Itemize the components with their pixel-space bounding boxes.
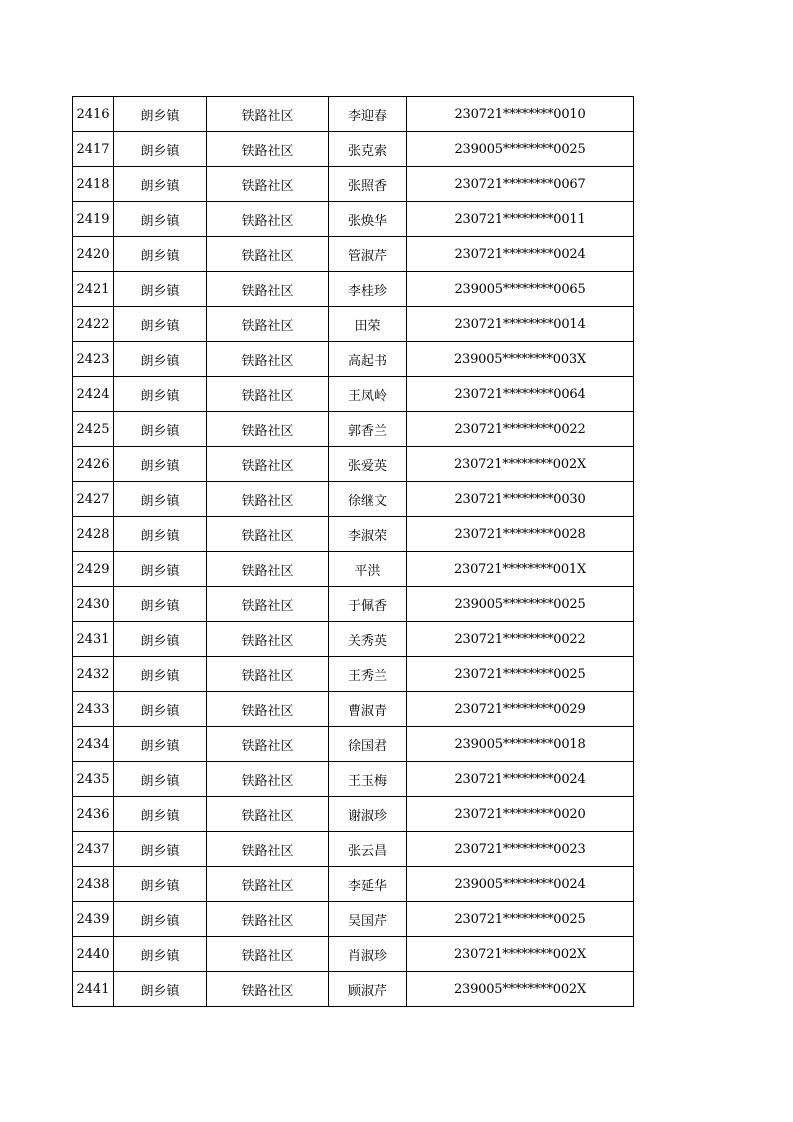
community-cell: 铁路社区 — [207, 377, 329, 412]
id-number-cell: 230721********0022 — [407, 622, 634, 657]
town-cell: 朗乡镇 — [114, 972, 207, 1007]
town-cell: 朗乡镇 — [114, 97, 207, 132]
person-name-cell: 平洪 — [329, 552, 407, 587]
town-cell: 朗乡镇 — [114, 342, 207, 377]
person-name-cell: 李淑荣 — [329, 517, 407, 552]
table-row — [73, 902, 634, 937]
row-number-cell: 2417 — [73, 132, 114, 167]
community-cell: 铁路社区 — [207, 552, 329, 587]
id-number-cell: 230721********002X — [407, 937, 634, 972]
person-name-cell: 张克索 — [329, 132, 407, 167]
id-number-cell: 230721********0020 — [407, 797, 634, 832]
table-row — [73, 692, 634, 727]
id-number-cell: 230721********0024 — [407, 762, 634, 797]
person-name-cell: 张爱英 — [329, 447, 407, 482]
table-row — [73, 587, 634, 622]
town-cell: 朗乡镇 — [114, 482, 207, 517]
person-name-cell: 管淑芹 — [329, 237, 407, 272]
community-cell: 铁路社区 — [207, 692, 329, 727]
person-name-cell: 王秀兰 — [329, 657, 407, 692]
table-row — [73, 552, 634, 587]
id-number-cell: 230721********0024 — [407, 237, 634, 272]
row-number-cell: 2439 — [73, 902, 114, 937]
town-cell: 朗乡镇 — [114, 902, 207, 937]
id-number-cell: 230721********0025 — [407, 902, 634, 937]
row-number-cell: 2429 — [73, 552, 114, 587]
person-name-cell: 徐继文 — [329, 482, 407, 517]
community-cell: 铁路社区 — [207, 832, 329, 867]
person-name-cell: 吴国芹 — [329, 902, 407, 937]
community-cell: 铁路社区 — [207, 937, 329, 972]
row-number-cell: 2425 — [73, 412, 114, 447]
town-cell: 朗乡镇 — [114, 412, 207, 447]
town-cell: 朗乡镇 — [114, 272, 207, 307]
person-name-cell: 李迎春 — [329, 97, 407, 132]
community-cell: 铁路社区 — [207, 517, 329, 552]
person-name-cell: 田荣 — [329, 307, 407, 342]
id-number-cell: 239005********0018 — [407, 727, 634, 762]
person-name-cell: 王玉梅 — [329, 762, 407, 797]
row-number-cell: 2427 — [73, 482, 114, 517]
community-cell: 铁路社区 — [207, 727, 329, 762]
town-cell: 朗乡镇 — [114, 517, 207, 552]
id-number-cell: 230721********0022 — [407, 412, 634, 447]
row-number-cell: 2437 — [73, 832, 114, 867]
table-row — [73, 622, 634, 657]
table-row — [73, 202, 634, 237]
table-row — [73, 517, 634, 552]
row-number-cell: 2436 — [73, 797, 114, 832]
id-number-cell: 239005********0065 — [407, 272, 634, 307]
person-name-cell: 顾淑芹 — [329, 972, 407, 1007]
id-number-cell: 230721********0067 — [407, 167, 634, 202]
town-cell: 朗乡镇 — [114, 762, 207, 797]
table-row — [73, 832, 634, 867]
table-row — [73, 727, 634, 762]
person-name-cell: 谢淑珍 — [329, 797, 407, 832]
person-name-cell: 张焕华 — [329, 202, 407, 237]
row-number-cell: 2423 — [73, 342, 114, 377]
town-cell: 朗乡镇 — [114, 832, 207, 867]
row-number-cell: 2433 — [73, 692, 114, 727]
community-cell: 铁路社区 — [207, 902, 329, 937]
row-number-cell: 2431 — [73, 622, 114, 657]
table-row — [73, 167, 634, 202]
id-number-cell: 230721********001X — [407, 552, 634, 587]
table-row — [73, 762, 634, 797]
row-number-cell: 2441 — [73, 972, 114, 1007]
table-row — [73, 377, 634, 412]
row-number-cell: 2420 — [73, 237, 114, 272]
table-row — [73, 97, 634, 132]
community-cell: 铁路社区 — [207, 237, 329, 272]
row-number-cell: 2430 — [73, 587, 114, 622]
person-name-cell: 徐国君 — [329, 727, 407, 762]
person-name-cell: 李桂珍 — [329, 272, 407, 307]
row-number-cell: 2421 — [73, 272, 114, 307]
id-number-cell: 230721********0064 — [407, 377, 634, 412]
table-row — [73, 237, 634, 272]
town-cell: 朗乡镇 — [114, 937, 207, 972]
person-name-cell: 张照香 — [329, 167, 407, 202]
community-cell: 铁路社区 — [207, 342, 329, 377]
town-cell: 朗乡镇 — [114, 692, 207, 727]
person-name-cell: 李延华 — [329, 867, 407, 902]
id-number-cell: 230721********0010 — [407, 97, 634, 132]
community-cell: 铁路社区 — [207, 587, 329, 622]
row-number-cell: 2419 — [73, 202, 114, 237]
id-number-cell: 230721********0023 — [407, 832, 634, 867]
id-number-cell: 230721********0029 — [407, 692, 634, 727]
id-number-cell: 230721********0011 — [407, 202, 634, 237]
town-cell: 朗乡镇 — [114, 552, 207, 587]
table-row — [73, 937, 634, 972]
roster-table — [72, 96, 634, 1007]
table-row — [73, 272, 634, 307]
town-cell: 朗乡镇 — [114, 867, 207, 902]
community-cell: 铁路社区 — [207, 797, 329, 832]
person-name-cell: 王凤岭 — [329, 377, 407, 412]
table-row — [73, 307, 634, 342]
id-number-cell: 239005********003X — [407, 342, 634, 377]
row-number-cell: 2418 — [73, 167, 114, 202]
table-row — [73, 342, 634, 377]
town-cell: 朗乡镇 — [114, 622, 207, 657]
person-name-cell: 曹淑青 — [329, 692, 407, 727]
id-number-cell: 230721********0028 — [407, 517, 634, 552]
town-cell: 朗乡镇 — [114, 307, 207, 342]
community-cell: 铁路社区 — [207, 272, 329, 307]
community-cell: 铁路社区 — [207, 167, 329, 202]
table-row — [73, 797, 634, 832]
community-cell: 铁路社区 — [207, 867, 329, 902]
table-row — [73, 867, 634, 902]
town-cell: 朗乡镇 — [114, 797, 207, 832]
community-cell: 铁路社区 — [207, 622, 329, 657]
id-number-cell: 239005********0024 — [407, 867, 634, 902]
table-row — [73, 412, 634, 447]
community-cell: 铁路社区 — [207, 307, 329, 342]
town-cell: 朗乡镇 — [114, 237, 207, 272]
id-number-cell: 230721********002X — [407, 447, 634, 482]
community-cell: 铁路社区 — [207, 762, 329, 797]
id-number-cell: 239005********0025 — [407, 587, 634, 622]
row-number-cell: 2416 — [73, 97, 114, 132]
person-name-cell: 张云昌 — [329, 832, 407, 867]
community-cell: 铁路社区 — [207, 482, 329, 517]
community-cell: 铁路社区 — [207, 657, 329, 692]
id-number-cell: 239005********0025 — [407, 132, 634, 167]
id-number-cell: 230721********0025 — [407, 657, 634, 692]
town-cell: 朗乡镇 — [114, 377, 207, 412]
community-cell: 铁路社区 — [207, 972, 329, 1007]
table-row — [73, 482, 634, 517]
town-cell: 朗乡镇 — [114, 587, 207, 622]
community-cell: 铁路社区 — [207, 412, 329, 447]
row-number-cell: 2438 — [73, 867, 114, 902]
row-number-cell: 2435 — [73, 762, 114, 797]
person-name-cell: 于佩香 — [329, 587, 407, 622]
table-row — [73, 447, 634, 482]
town-cell: 朗乡镇 — [114, 202, 207, 237]
town-cell: 朗乡镇 — [114, 447, 207, 482]
community-cell: 铁路社区 — [207, 202, 329, 237]
id-number-cell: 239005********002X — [407, 972, 634, 1007]
community-cell: 铁路社区 — [207, 447, 329, 482]
row-number-cell: 2432 — [73, 657, 114, 692]
row-number-cell: 2426 — [73, 447, 114, 482]
person-name-cell: 肖淑珍 — [329, 937, 407, 972]
id-number-cell: 230721********0014 — [407, 307, 634, 342]
row-number-cell: 2424 — [73, 377, 114, 412]
table-row — [73, 657, 634, 692]
town-cell: 朗乡镇 — [114, 132, 207, 167]
community-cell: 铁路社区 — [207, 132, 329, 167]
person-name-cell: 高起书 — [329, 342, 407, 377]
row-number-cell: 2434 — [73, 727, 114, 762]
person-name-cell: 关秀英 — [329, 622, 407, 657]
town-cell: 朗乡镇 — [114, 167, 207, 202]
roster-table-body — [73, 97, 634, 1007]
row-number-cell: 2422 — [73, 307, 114, 342]
table-row — [73, 972, 634, 1007]
row-number-cell: 2440 — [73, 937, 114, 972]
table-row — [73, 132, 634, 167]
row-number-cell: 2428 — [73, 517, 114, 552]
town-cell: 朗乡镇 — [114, 657, 207, 692]
person-name-cell: 郭香兰 — [329, 412, 407, 447]
town-cell: 朗乡镇 — [114, 727, 207, 762]
id-number-cell: 230721********0030 — [407, 482, 634, 517]
community-cell: 铁路社区 — [207, 97, 329, 132]
